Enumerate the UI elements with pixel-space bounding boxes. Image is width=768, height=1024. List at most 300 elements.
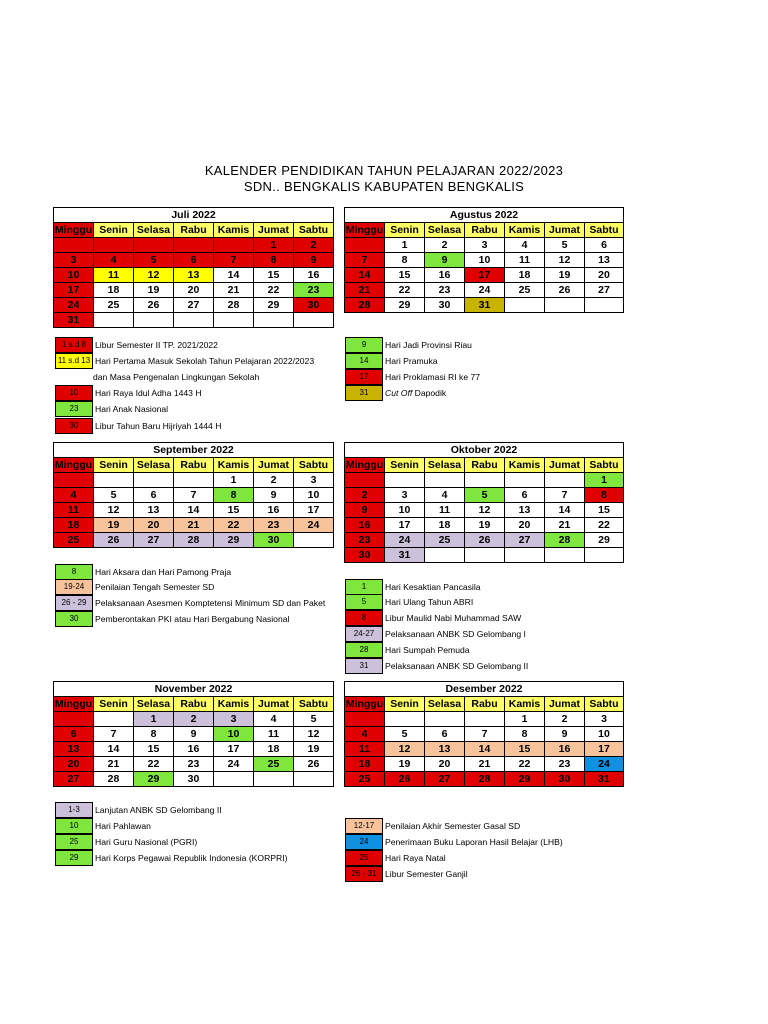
date-cell: 23	[254, 518, 294, 533]
week-row	[54, 473, 334, 488]
date-cell: 10	[214, 727, 254, 742]
legend-label: Hari Anak Nasional	[95, 404, 169, 415]
date-cell: 16	[294, 268, 334, 283]
week-row	[54, 533, 334, 548]
legend-swatch: 30	[55, 418, 93, 434]
legend-swatch: 10	[55, 818, 93, 834]
month-calendar	[53, 681, 334, 787]
date-cell: 10	[294, 488, 334, 503]
date-cell: 20	[505, 518, 545, 533]
date-cell: 1	[254, 238, 294, 253]
empty-date-cell	[94, 473, 134, 488]
day-name-header: Jumat	[254, 458, 294, 473]
legend-label: Hari Raya Natal	[385, 852, 446, 863]
date-cell: 26	[385, 772, 425, 787]
date-cell: 16	[174, 742, 214, 757]
legend-label: Hari Sumpah Pemuda	[385, 644, 470, 655]
empty-date-cell	[345, 473, 385, 488]
date-cell: 6	[54, 727, 94, 742]
legend-label: Pemberontakan PKI atau Hari Bergabung Nasional	[95, 613, 290, 624]
date-cell: 15	[214, 503, 254, 518]
empty-date-cell	[545, 548, 585, 563]
date-cell: 3	[294, 473, 334, 488]
date-cell: 5	[545, 238, 585, 253]
legend-label: Hari Proklamasi RI ke 77	[385, 371, 481, 382]
week-row	[54, 772, 334, 787]
date-cell: 11	[94, 268, 134, 283]
date-cell: 8	[505, 727, 545, 742]
week-row	[54, 313, 334, 328]
week-row	[54, 488, 334, 503]
legend-swatch: 24	[345, 834, 383, 850]
empty-date-cell	[54, 238, 94, 253]
date-cell: 29	[385, 298, 425, 313]
date-cell: 15	[134, 742, 174, 757]
legend-swatch: 29	[55, 850, 93, 866]
week-row	[345, 727, 624, 742]
day-name-header: Minggu	[54, 697, 93, 710]
date-cell: 17	[54, 283, 94, 298]
date-cell: 14	[345, 268, 385, 283]
empty-date-cell	[585, 548, 624, 563]
empty-date-cell	[425, 548, 465, 563]
date-cell: 22	[385, 283, 425, 298]
empty-date-cell	[174, 313, 214, 328]
legend-item	[345, 611, 521, 626]
date-cell: 27	[174, 298, 214, 313]
date-cell: 27	[585, 283, 624, 298]
date-cell: 6	[585, 238, 624, 253]
date-cell: 14	[94, 742, 134, 757]
empty-date-cell	[465, 712, 505, 727]
legend-label: dan Masa Pengenalan Lingkungan Sekolah	[93, 371, 260, 382]
date-cell: 17	[214, 742, 254, 757]
legend-label: Libur Tahun Baru Hijriyah 1444 H	[95, 420, 222, 431]
date-cell: 16	[425, 268, 465, 283]
week-row	[345, 298, 624, 313]
date-cell: 30	[425, 298, 465, 313]
date-cell: 9	[174, 727, 214, 742]
legend-item	[55, 418, 221, 433]
legend-item	[345, 850, 446, 865]
date-cell: 21	[345, 283, 385, 298]
date-cell: 19	[385, 757, 425, 772]
week-row	[54, 518, 334, 533]
legend-swatch: 26 - 31	[345, 866, 383, 882]
date-cell: 8	[134, 727, 174, 742]
date-cell: 8	[585, 488, 624, 503]
date-cell: 9	[345, 503, 385, 518]
legend-swatch: 8	[345, 610, 383, 626]
date-cell: 25	[345, 772, 385, 787]
legend-item	[345, 626, 526, 641]
week-row	[54, 727, 334, 742]
date-cell: 1	[214, 473, 254, 488]
date-cell: 26	[294, 757, 334, 772]
date-cell: 8	[254, 253, 294, 268]
date-cell: 12	[94, 503, 134, 518]
date-cell: 23	[425, 283, 465, 298]
date-cell: 27	[54, 772, 94, 787]
date-cell: 25	[425, 533, 465, 548]
empty-date-cell	[585, 298, 624, 313]
day-name-header: Minggu	[54, 458, 93, 471]
month-calendar	[344, 442, 624, 563]
day-name-header: Minggu	[54, 223, 93, 236]
date-cell: 24	[214, 757, 254, 772]
week-row	[345, 548, 624, 563]
empty-date-cell	[134, 473, 174, 488]
empty-date-cell	[214, 772, 254, 787]
day-name-header: Senin	[385, 458, 425, 473]
date-cell: 5	[465, 488, 505, 503]
week-row	[345, 268, 624, 283]
date-cell: 22	[505, 757, 545, 772]
week-row	[345, 533, 624, 548]
date-cell: 12	[134, 268, 174, 283]
day-name-header: Senin	[94, 458, 134, 473]
empty-date-cell	[505, 548, 545, 563]
day-name-header: Sabtu	[585, 223, 624, 238]
date-cell: 2	[345, 488, 385, 503]
date-cell: 6	[174, 253, 214, 268]
day-name-header: Kamis	[505, 697, 545, 712]
empty-date-cell	[174, 473, 214, 488]
date-cell: 19	[94, 518, 134, 533]
empty-date-cell	[465, 473, 505, 488]
week-row	[54, 268, 334, 283]
date-cell: 17	[465, 268, 505, 283]
legend-label: Pelaksanaan ANBK SD Gelombang II	[385, 660, 529, 671]
date-cell: 2	[425, 238, 465, 253]
legend-swatch: 28	[345, 642, 383, 658]
date-cell: 22	[254, 283, 294, 298]
date-cell: 30	[294, 298, 334, 313]
date-cell: 15	[505, 742, 545, 757]
date-cell: 31	[54, 313, 94, 328]
date-cell: 12	[545, 253, 585, 268]
legend-swatch: 30	[55, 611, 93, 627]
month-title: September 2022	[54, 443, 334, 458]
date-cell: 10	[385, 503, 425, 518]
week-row	[54, 742, 334, 757]
week-row	[345, 742, 624, 757]
legend-swatch: 12-17	[345, 818, 383, 834]
date-cell: 6	[134, 488, 174, 503]
date-cell: 25	[54, 533, 94, 548]
week-row	[345, 473, 624, 488]
date-cell: 23	[294, 283, 334, 298]
date-cell: 13	[425, 742, 465, 757]
day-name-header: Senin	[94, 223, 134, 238]
empty-date-cell	[94, 712, 134, 727]
day-name-header: Kamis	[505, 458, 545, 473]
legend-swatch: 10	[55, 385, 93, 401]
date-cell: 18	[345, 757, 385, 772]
empty-date-cell	[505, 473, 545, 488]
month-title: Agustus 2022	[345, 208, 624, 223]
date-cell: 3	[214, 712, 254, 727]
date-cell: 20	[54, 757, 94, 772]
date-cell: 19	[294, 742, 334, 757]
date-cell: 21	[214, 283, 254, 298]
empty-date-cell	[465, 548, 505, 563]
date-cell: 29	[254, 298, 294, 313]
legend-item	[345, 834, 563, 849]
date-cell: 29	[505, 772, 545, 787]
date-cell: 28	[465, 772, 505, 787]
date-cell: 22	[134, 757, 174, 772]
legend-label: Pelaksanaan ANBK SD Gelombang I	[385, 628, 526, 639]
day-name-header: Jumat	[545, 223, 585, 238]
legend-label-rest: Dapodik	[412, 388, 447, 399]
date-cell: 3	[585, 712, 624, 727]
legend-swatch: 8	[55, 564, 93, 580]
legend-swatch: 25	[345, 850, 383, 866]
date-cell: 1	[585, 473, 624, 488]
date-cell: 3	[465, 238, 505, 253]
page-subtitle: SDN.. BENGKALIS KABUPATEN BENGKALIS	[243, 179, 525, 194]
empty-date-cell	[254, 772, 294, 787]
date-cell: 5	[94, 488, 134, 503]
legend-label	[385, 388, 446, 398]
legend-label: Hari Guru Nasional (PGRI)	[95, 836, 198, 847]
legend-swatch: 19-24	[55, 579, 93, 595]
date-cell: 28	[545, 533, 585, 548]
date-cell: 12	[465, 503, 505, 518]
date-cell: 11	[345, 742, 385, 757]
day-name-header: Rabu	[465, 697, 505, 712]
date-cell: 8	[385, 253, 425, 268]
legend-swatch: 1 s.d 8	[55, 337, 93, 353]
day-name-header: Selasa	[425, 458, 465, 473]
legend-swatch: 31	[345, 658, 383, 674]
legend-label: Hari Pahlawan	[95, 820, 151, 831]
date-cell: 26	[134, 298, 174, 313]
day-name-header: Jumat	[545, 458, 585, 473]
date-cell: 11	[54, 503, 94, 518]
empty-date-cell	[214, 313, 254, 328]
legend-swatch: 25	[55, 834, 93, 850]
day-name-header: Senin	[385, 697, 425, 712]
day-name-header: Senin	[94, 697, 134, 712]
date-cell: 27	[505, 533, 545, 548]
legend-label-italic: Cut Off	[385, 388, 413, 399]
date-cell: 4	[94, 253, 134, 268]
empty-date-cell	[385, 473, 425, 488]
day-name-header: Minggu	[345, 697, 384, 710]
legend-swatch: 26 - 29	[55, 595, 93, 611]
legend-label: Penerimaan Buku Laporan Hasil Belajar (LHB)	[385, 836, 563, 847]
day-name-header: Selasa	[134, 697, 174, 712]
date-cell: 4	[345, 727, 385, 742]
day-name-header: Minggu	[345, 458, 384, 471]
week-row	[54, 253, 334, 268]
empty-date-cell	[545, 298, 585, 313]
day-name-header: Kamis	[214, 223, 254, 238]
date-cell: 7	[545, 488, 585, 503]
date-cell: 30	[174, 772, 214, 787]
day-name-header: Selasa	[134, 223, 174, 238]
date-cell: 16	[254, 503, 294, 518]
date-cell: 29	[134, 772, 174, 787]
day-name-header: Jumat	[254, 223, 294, 238]
date-cell: 7	[345, 253, 385, 268]
date-cell: 23	[345, 533, 385, 548]
legend-label: Lanjutan ANBK SD Gelombang II	[95, 804, 222, 815]
legend-item	[55, 802, 222, 817]
date-cell: 28	[174, 533, 214, 548]
legend-swatch: 31	[345, 385, 383, 401]
empty-date-cell	[294, 533, 334, 548]
date-cell: 27	[134, 533, 174, 548]
legend-label: Hari Aksara dan Hari Pamong Praja	[95, 566, 232, 577]
legend-item	[55, 353, 314, 368]
day-name-header: Jumat	[545, 697, 585, 712]
legend-item	[345, 867, 468, 882]
legend-item	[345, 579, 481, 594]
date-cell: 29	[585, 533, 624, 548]
day-name-header: Sabtu	[585, 697, 624, 712]
month-calendar	[53, 207, 334, 328]
date-cell: 28	[94, 772, 134, 787]
date-cell: 7	[214, 253, 254, 268]
date-cell: 5	[294, 712, 334, 727]
date-cell: 9	[425, 253, 465, 268]
week-row	[54, 238, 334, 253]
month-title: Juli 2022	[54, 208, 334, 223]
date-cell: 27	[425, 772, 465, 787]
date-cell: 11	[505, 253, 545, 268]
legend-label: Hari Pramuka	[385, 355, 438, 366]
date-cell: 24	[54, 298, 94, 313]
date-cell: 1	[505, 712, 545, 727]
empty-date-cell	[294, 313, 334, 328]
date-cell: 20	[134, 518, 174, 533]
date-cell: 20	[174, 283, 214, 298]
date-cell: 29	[214, 533, 254, 548]
day-name-header: Kamis	[505, 223, 545, 238]
legend-item	[55, 596, 325, 611]
week-row	[345, 488, 624, 503]
date-cell: 13	[505, 503, 545, 518]
date-cell: 31	[465, 298, 505, 313]
date-cell: 25	[94, 298, 134, 313]
legend-swatch: 9	[345, 337, 383, 353]
empty-date-cell	[385, 712, 425, 727]
day-name-header: Kamis	[214, 458, 254, 473]
legend-item	[345, 658, 528, 673]
date-cell: 14	[214, 268, 254, 283]
date-cell: 24	[385, 533, 425, 548]
legend-label: Libur Semester II TP. 2021/2022	[95, 339, 218, 350]
date-cell: 6	[425, 727, 465, 742]
week-row	[345, 757, 624, 772]
day-name-header: Minggu	[345, 223, 384, 236]
empty-date-cell	[425, 712, 465, 727]
date-cell: 31	[585, 772, 624, 787]
month-calendar	[53, 442, 334, 548]
date-cell: 8	[214, 488, 254, 503]
date-cell: 21	[465, 757, 505, 772]
date-cell: 14	[545, 503, 585, 518]
date-cell: 2	[174, 712, 214, 727]
date-cell: 16	[345, 518, 385, 533]
date-cell: 10	[585, 727, 624, 742]
legend-label: Penilaian Tengah Semester SD	[95, 582, 215, 593]
month-title: Desember 2022	[345, 682, 624, 697]
week-row	[54, 283, 334, 298]
date-cell: 5	[385, 727, 425, 742]
date-cell: 25	[254, 757, 294, 772]
month-title: Oktober 2022	[345, 443, 624, 458]
date-cell: 4	[54, 488, 94, 503]
date-cell: 12	[385, 742, 425, 757]
week-row	[54, 712, 334, 727]
date-cell: 26	[465, 533, 505, 548]
date-cell: 30	[545, 772, 585, 787]
date-cell: 7	[174, 488, 214, 503]
date-cell: 3	[385, 488, 425, 503]
date-cell: 25	[505, 283, 545, 298]
date-cell: 19	[134, 283, 174, 298]
legend-label: Hari Pertama Masuk Sekolah Tahun Pelajaran 2022/2023	[95, 355, 315, 366]
empty-date-cell	[254, 313, 294, 328]
date-cell: 10	[465, 253, 505, 268]
date-cell: 18	[54, 518, 94, 533]
week-row	[345, 238, 624, 253]
date-cell: 9	[294, 253, 334, 268]
date-cell: 18	[94, 283, 134, 298]
date-cell: 18	[425, 518, 465, 533]
date-cell: 23	[174, 757, 214, 772]
date-cell: 26	[94, 533, 134, 548]
date-cell: 21	[94, 757, 134, 772]
day-name-header: Rabu	[465, 223, 505, 238]
date-cell: 1	[134, 712, 174, 727]
date-cell: 11	[425, 503, 465, 518]
empty-date-cell	[345, 238, 385, 253]
date-cell: 4	[254, 712, 294, 727]
legend-item	[55, 402, 168, 417]
day-name-header: Kamis	[214, 697, 254, 712]
empty-date-cell	[345, 712, 385, 727]
date-cell: 2	[545, 712, 585, 727]
day-name-header: Rabu	[174, 223, 214, 238]
month-calendar	[344, 681, 624, 787]
month-title: November 2022	[54, 682, 334, 697]
date-cell: 14	[174, 503, 214, 518]
legend-swatch: 14	[345, 353, 383, 369]
legend-label: Hari Ulang Tahun ABRI	[385, 597, 474, 608]
empty-date-cell	[94, 238, 134, 253]
day-name-header: Sabtu	[294, 458, 334, 473]
date-cell: 23	[545, 757, 585, 772]
legend-label: Hari Korps Pegawai Republik Indonesia (KORPRI)	[95, 853, 288, 864]
legend-swatch: 1	[345, 579, 383, 595]
date-cell: 24	[585, 757, 624, 772]
legend-item	[345, 337, 472, 352]
legend-label: Pelaksanaan Asesmen Komptetensi Minimum SD dan Paket	[95, 598, 326, 609]
legend-swatch: 5	[345, 594, 383, 610]
date-cell: 15	[385, 268, 425, 283]
date-cell: 13	[134, 503, 174, 518]
date-cell: 24	[465, 283, 505, 298]
empty-date-cell	[134, 313, 174, 328]
legend-item	[55, 851, 288, 866]
day-name-header: Sabtu	[294, 223, 334, 238]
month-calendar	[344, 207, 624, 313]
